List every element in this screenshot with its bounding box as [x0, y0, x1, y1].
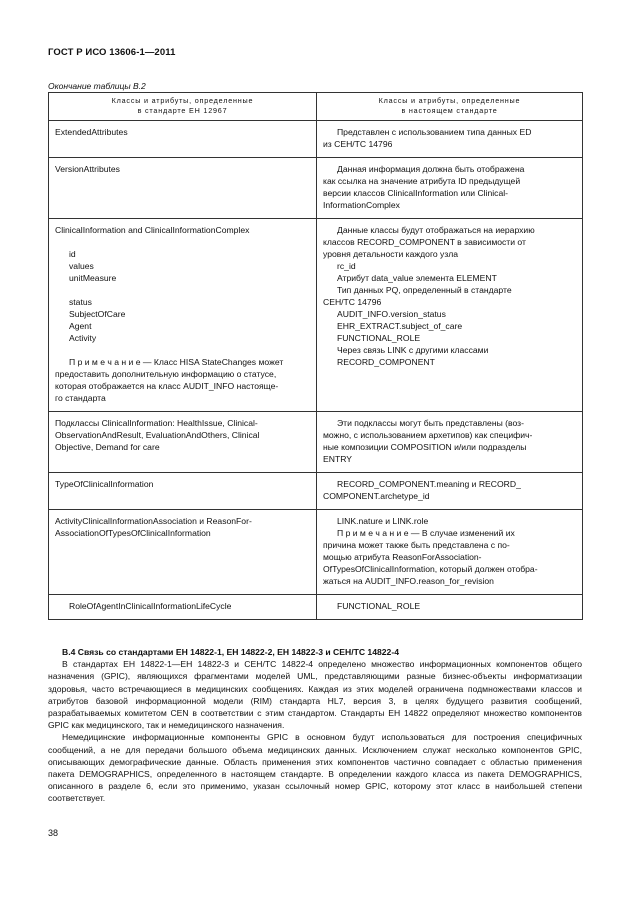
col-header-line: в настоящем стандарте	[401, 106, 498, 115]
cell-text: EHR_EXTRACT.subject_of_care	[337, 321, 463, 331]
note-text: — Класс HISA StateChanges может	[142, 357, 284, 367]
paragraph: В стандартах ЕН 14822-1—ЕН 14822-3 и CEH/TC 14822-4 определено множество информационных компонентов общего назначения (GPIC), являющихся фрагментами моделей UML, представляющими разные бизнес-объекты информатизации здоровья, часто встречающиеся в медицинских сообщениях. Каждая из этих моделей ограничена подмножествами классов и атрибутов базовой информационной модели (RIM) стандарта HL7, версия 3, в целях будущего развития сообщений, разрабатываемых комитетом CEN в соответствии с этим стандартом. Стандарты ЕН 14822 определяют множество компонентов GPIC как медицинского, так и немедицинского назначения.	[48, 659, 582, 731]
note-label: П р и м е ч а н и е	[337, 528, 409, 538]
cell-left	[49, 510, 317, 595]
cell-text: Через связь LINK с другими классами	[337, 345, 489, 355]
cell-right	[317, 412, 583, 473]
cell-text: LINK.nature и LINK.role	[337, 516, 429, 526]
cell-left	[49, 121, 317, 158]
cell-right	[317, 473, 583, 510]
attribute-item: Agent	[69, 321, 92, 331]
cell-text: InformationComplex	[323, 200, 400, 210]
cell-text: Данная информация должна быть отображена	[337, 164, 525, 174]
note-text: го стандарта	[55, 393, 106, 403]
note-line	[55, 356, 312, 368]
cell-text: Подклассы ClinicalInformation: HealthIssue, Clinical-	[55, 418, 258, 428]
cell-text: COMPONENT.archetype_id	[323, 491, 430, 501]
cell-right	[317, 219, 583, 412]
mapping-table	[48, 92, 583, 620]
cell-text: rc_id	[337, 261, 356, 271]
spacer	[55, 284, 312, 296]
cell-text: версии классов ClinicalInformation или Clinical-	[323, 188, 509, 198]
table-row	[49, 158, 583, 219]
cell-right	[317, 158, 583, 219]
cell-right	[317, 595, 583, 620]
note-line	[323, 527, 578, 539]
table-row	[49, 219, 583, 412]
attribute-item: Activity	[69, 333, 97, 343]
attribute-item: id	[69, 249, 76, 259]
cell-text: AssociationOfTypesOfClinicalInformation	[55, 528, 211, 538]
cell-right	[317, 510, 583, 595]
cell-text: RoleOfAgentInClinicalInformationLifeCycle	[69, 601, 232, 611]
note-text: жаться на AUDIT_INFO.reason_for_revision	[323, 576, 494, 586]
table-row	[49, 595, 583, 620]
attribute-item: unitMeasure	[69, 273, 117, 283]
cell-text: ENTRY	[323, 454, 352, 464]
col-header-en12967	[49, 93, 317, 121]
cell-text: как ссылка на значение атрибута ID предыдущей	[323, 176, 521, 186]
col-header-this-standard	[317, 93, 583, 121]
page-number: 38	[48, 828, 59, 838]
cell-text: Тип данных PQ, определенный в стандарте	[337, 285, 512, 295]
cell-text: Данные классы будут отображаться на иерархию	[337, 225, 535, 235]
cell-text: Objective, Demand for care	[55, 442, 160, 452]
attribute-item: values	[69, 261, 94, 271]
cell-text: ExtendedAttributes	[55, 127, 128, 137]
section-title: В.4 Связь со стандартами ЕН 14822-1, ЕН 14822-2, ЕН 14822-3 и CEH/TC 14822-4	[62, 647, 399, 657]
cell-text: CEH/TC 14796	[323, 297, 382, 307]
cell-text: VersionAttributes	[55, 164, 120, 174]
cell-left	[49, 158, 317, 219]
cell-text: RECORD_COMPONENT	[337, 357, 435, 367]
cell-text: AUDIT_INFO.version_status	[337, 309, 446, 319]
table-row	[49, 510, 583, 595]
table-row	[49, 412, 583, 473]
cell-text: можно, с использованием архетипов) как специфич-	[323, 430, 533, 440]
spacer	[55, 236, 312, 248]
cell-text: ClinicalInformation and ClinicalInformationComplex	[55, 225, 250, 235]
note-text: мощью атрибута ReasonForAssociation-	[323, 552, 482, 562]
col-header-line: Классы и атрибуты, определенные	[111, 96, 254, 105]
cell-text: ные композиции COMPOSITION и/или подразделы	[323, 442, 527, 452]
table-row	[49, 473, 583, 510]
cell-text: Представлен с использованием типа данных ED	[337, 127, 532, 137]
table-caption: Окончание таблицы В.2	[48, 81, 146, 91]
note-text: OfTypesOfClinicalInformation, который должен отобра-	[323, 564, 538, 574]
note-text: причина может также быть представлена с по-	[323, 540, 510, 550]
note-text: которая отображается на класс AUDIT_INFO настояще-	[55, 381, 279, 391]
col-header-line: в стандарте ЕН 12967	[137, 106, 228, 115]
cell-left	[49, 412, 317, 473]
paragraph: Немедицинские информационные компоненты GPIC в основном будут использоваться для построения специфичных сообщений, а не для передачи большого объема медицинских данных. Исключением служат несколько компонентов GPIC, описывающих демографические данные. Область применения этих компонентов частично совпадает с областью применения пакета DEMOGRAPHICS, определенного в настоящем стандарте. В определении каждого класса из пакета DEMOGRAPHICS, описанного в разделе 6, если это применимо, указан ссылочный номер GPIC, которому этот класс в наибольшей степени соответствует.	[48, 732, 582, 804]
cell-right	[317, 121, 583, 158]
col-header-line: Классы и атрибуты, определенные	[378, 96, 521, 105]
cell-text: Эти подклассы могут быть представлены (воз-	[337, 418, 524, 428]
attribute-item: SubjectOfCare	[69, 309, 126, 319]
cell-text: RECORD_COMPONENT.meaning и RECORD_	[337, 479, 521, 489]
cell-text: ActivityClinicalInformationAssociation и ReasonFor-	[55, 516, 252, 526]
table-header-row	[49, 93, 583, 121]
section-b4	[48, 646, 582, 805]
note-text: — В случае изменений их	[410, 528, 515, 538]
cell-left	[49, 595, 317, 620]
running-header: ГОСТ Р ИСО 13606-1—2011	[48, 47, 176, 58]
note-label: П р и м е ч а н и е	[69, 357, 141, 367]
cell-text: классов RECORD_COMPONENT в зависимости от	[323, 237, 526, 247]
cell-text: FUNCTIONAL_ROLE	[337, 333, 421, 343]
cell-text: TypeOfClinicalInformation	[55, 479, 154, 489]
note-text: предоставить дополнительную информацию о статусе,	[55, 369, 277, 379]
cell-left	[49, 219, 317, 412]
cell-text: уровня детальности каждого узла	[323, 249, 458, 259]
table-row	[49, 121, 583, 158]
spacer	[55, 344, 312, 356]
cell-text: ObservationAndResult, EvaluationAndOthers, Clinical	[55, 430, 260, 440]
attribute-item: status	[69, 297, 92, 307]
cell-text: из CEH/TC 14796	[323, 139, 393, 149]
cell-text: Атрибут data_value элемента ELEMENT	[337, 273, 497, 283]
cell-text: FUNCTIONAL_ROLE	[337, 601, 421, 611]
cell-left	[49, 473, 317, 510]
